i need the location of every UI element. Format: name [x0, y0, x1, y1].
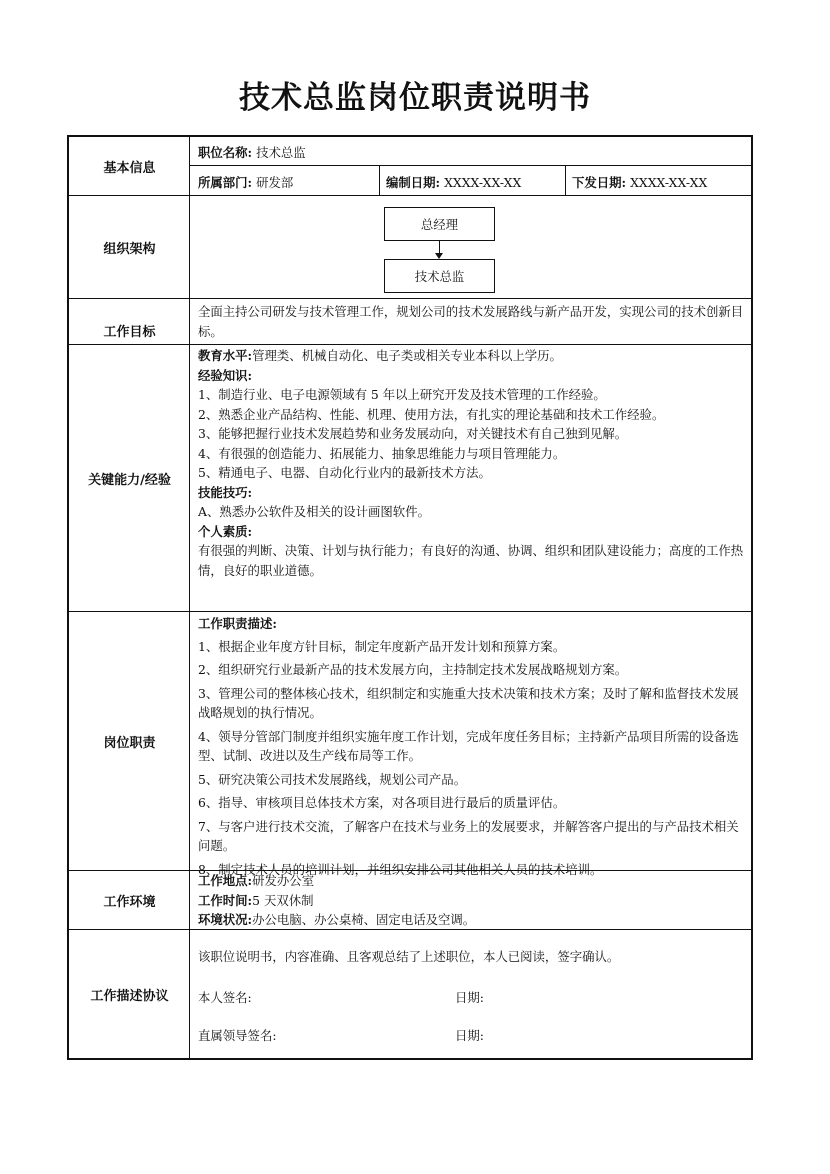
key-ability-label: 关键能力/经验: [88, 472, 171, 488]
work-env-content: [198, 871, 748, 930]
issue-date-field: [572, 173, 707, 193]
duty-item: 6、指导、审核项目总体技术方案，对各项目进行最后的质量评估。: [198, 795, 566, 810]
basic-info-label: 基本信息: [103, 160, 156, 176]
key-ability-content: [198, 346, 748, 580]
self-sign-date-label: 日期:: [455, 990, 484, 1005]
job-description-table: [67, 135, 753, 1060]
duty-item: 3、管理公司的整体核心技术，组织制定和实施重大技术决策和技术方案；及时了解和监督技术发展战略规划的执行情况。: [198, 685, 739, 720]
duty-content: [198, 614, 748, 879]
page-title: 技术总监岗位职责说明书: [239, 80, 591, 116]
education-key: 教育水平:: [198, 348, 253, 363]
experience-item: 1、制造行业、电子电源领域有 5 年以上研究开发及技术管理的工作经验。: [198, 387, 606, 402]
agreement-label: 工作描述协议: [90, 988, 169, 1004]
leader-signature-label: 直属领导签名:: [198, 1028, 277, 1043]
department-value: 研发部: [256, 175, 294, 190]
org-box-technical-director: 技术总监: [384, 259, 495, 293]
personal-heading: 个人素质:: [198, 523, 253, 539]
experience-item: 2、熟悉企业产品结构、性能、机理、使用方法，有扎实的理论基础和技术工作经验。: [198, 406, 665, 422]
personal-text: 有很强的判断、决策、计划与执行能力；有良好的沟通、协调、组织和团队建设能力；高度的工作热情，良好的职业道德。: [198, 543, 744, 578]
org-structure-label: 组织架构: [103, 241, 156, 257]
compile-date-field: [386, 173, 521, 193]
experience-item: 5、精通电子、电器、自动化行业内的最新技术方法。: [198, 465, 491, 480]
duty-item: 8、制定技术人员的培训计划，并组织安排公司其他相关人员的技术培训。: [198, 861, 603, 877]
duty-item: 5、研究决策公司技术发展路线，规划公司产品。: [198, 771, 467, 787]
position-name-value: 技术总监: [256, 145, 306, 160]
skill-heading: 技能技巧:: [198, 484, 253, 500]
self-signature-label: 本人签名:: [198, 990, 252, 1005]
work-env-label: 工作环境: [103, 894, 156, 910]
work-place-key: 工作地点:: [198, 873, 253, 888]
work-condition-line: [198, 910, 748, 930]
work-goal-label: 工作目标: [103, 325, 156, 340]
work-place-value: 研发办公室: [252, 873, 315, 888]
position-name-field: [198, 143, 306, 163]
compile-date-key: 编制日期:: [386, 175, 441, 190]
experience-item: 3、能够把握行业技术发展趋势和业务发展动向，对关键技术有自己独到见解。: [198, 426, 628, 441]
department-field: [198, 173, 293, 193]
issue-date-value: XXXX-XX-XX: [630, 175, 708, 190]
duty-item: 1、根据企业年度方针目标，制定年度新产品开发计划和预算方案。: [198, 638, 566, 654]
education-line: [198, 346, 748, 366]
issue-date-key: 下发日期:: [572, 175, 627, 190]
work-condition-key: 环境状况:: [198, 912, 253, 927]
duty-heading: 工作职责描述:: [198, 616, 277, 631]
work-time-line: [198, 891, 748, 911]
work-goal-text: 全面主持公司研发与技术管理工作，规划公司的技术发展路线与新产品开发，实现公司的技术创新目标。: [198, 304, 744, 339]
work-time-value: 5 天双休制: [252, 892, 314, 908]
education-value: 管理类、机械自动化、电子类或相关专业本科以上学历。: [252, 348, 562, 363]
work-time-key: 工作时间:: [198, 892, 253, 908]
duty-item: 2、组织研究行业最新产品的技术发展方向，主持制定技术发展战略规划方案。: [198, 662, 628, 677]
org-box-general-manager: 总经理: [384, 207, 495, 241]
experience-item: 4、有很强的创造能力、拓展能力、抽象思维能力与项目管理能力。: [198, 445, 566, 461]
skill-item: A、熟悉办公软件及相关的设计画图软件。: [198, 504, 430, 519]
duty-item: 7、与客户进行技术交流，了解客户在技术与业务上的发展要求，并解答客户提出的与产品技术相关问题。: [198, 818, 739, 853]
experience-heading: 经验知识:: [198, 367, 253, 383]
compile-date-value: XXXX-XX-XX: [444, 175, 522, 190]
duty-item: 4、领导分管部门制度并组织实施年度工作计划，完成年度任务目标；主持新产品项目所需的设备选型、试制、改进以及生产线布局等工作。: [198, 728, 739, 763]
agreement-statement: 该职位说明书，内容准确、且客观总结了上述职位，本人已阅读，签字确认。: [198, 949, 620, 964]
duty-label: 岗位职责: [103, 735, 156, 751]
position-name-key: 职位名称:: [198, 145, 253, 160]
department-key: 所属部门:: [198, 175, 253, 190]
leader-sign-date-label: 日期:: [455, 1028, 484, 1043]
work-place-line: [198, 871, 748, 891]
work-condition-value: 办公电脑、办公桌椅、固定电话及空调。: [252, 912, 476, 927]
